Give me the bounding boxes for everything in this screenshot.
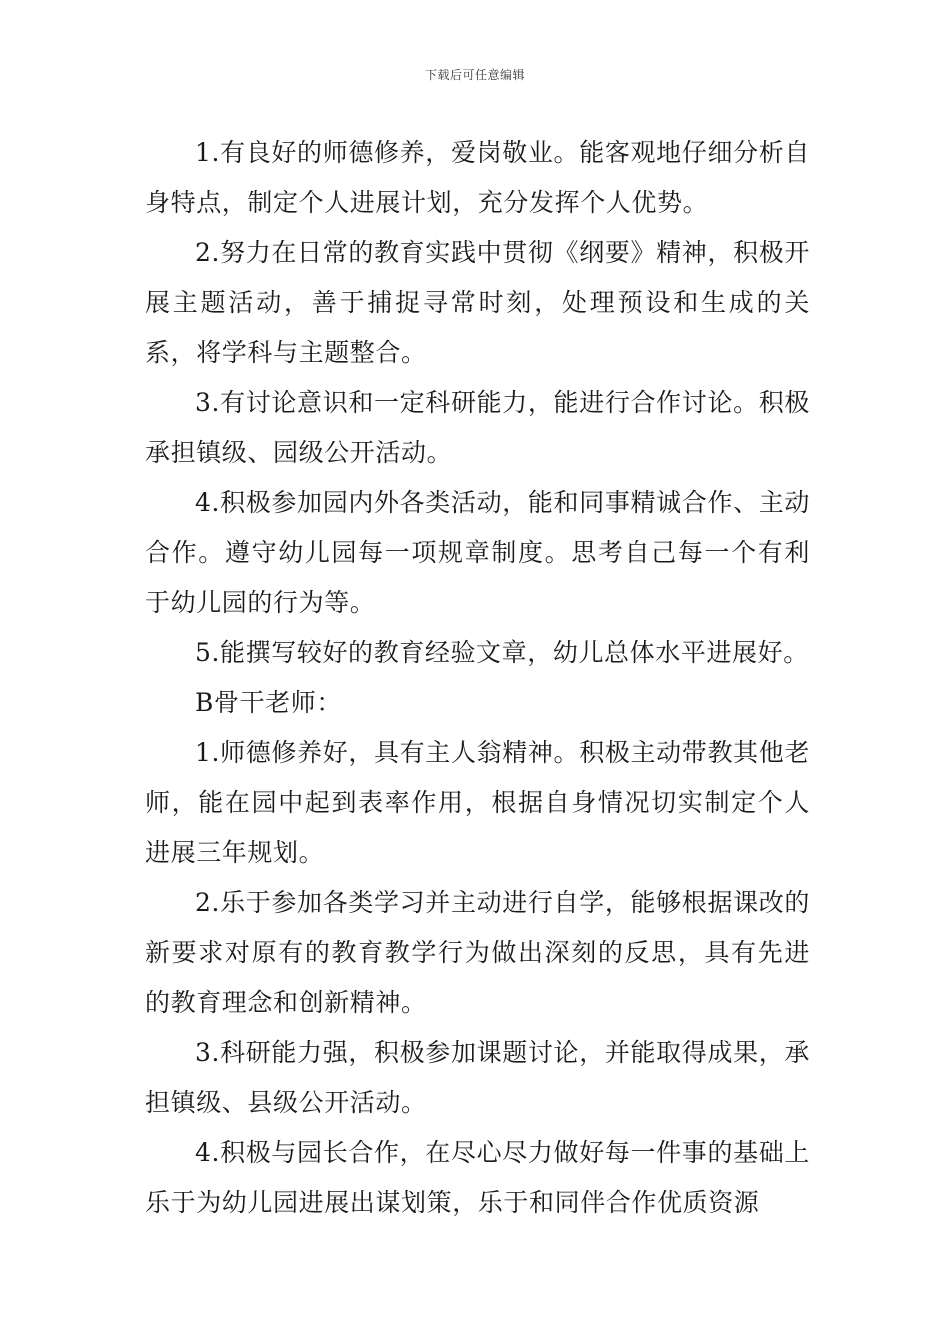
page-header: 下载后可任意编辑 [424,68,525,82]
document-body [145,128,810,1228]
paragraph: 1.有良好的师德修养，爱岗敬业。能客观地仔细分析自身特点，制定个人进展计划，充分发挥个人优势。 [145,138,810,217]
paragraph: 1.师德修养好，具有主人翁精神。积极主动带教其他老师，能在园中起到表率作用，根据自身情况切实制定个人进展三年规划。 [145,738,810,867]
paragraph: 5.能撰写较好的教育经验文章，幼儿总体水平进展好。 [195,638,809,667]
paragraph: 4.积极参加园内外各类活动，能和同事精诚合作、主动合作。遵守幼儿园每一项规章制度。思考自己每一个有利于幼儿园的行为等。 [145,488,810,617]
paragraph: 2.乐于参加各类学习并主动进行自学，能够根据课改的新要求对原有的教育教学行为做出深刻的反思，具有先进的教育理念和创新精神。 [145,888,810,1017]
paragraph: 3.科研能力强，积极参加课题讨论，并能取得成果，承担镇级、县级公开活动。 [145,1038,810,1117]
section-heading: B骨干老师： [195,688,342,717]
paragraph: 3.有讨论意识和一定科研能力，能进行合作讨论。积极承担镇级、园级公开活动。 [145,388,810,467]
paragraph: 4.积极与园长合作，在尽心尽力做好每一件事的基础上乐于为幼儿园进展出谋划策，乐于和同伴合作优质资源 [145,1138,810,1217]
paragraph: 2.努力在日常的教育实践中贯彻《纲要》精神，积极开展主题活动，善于捕捉寻常时刻，处理预设和生成的关系，将学科与主题整合。 [145,238,810,367]
